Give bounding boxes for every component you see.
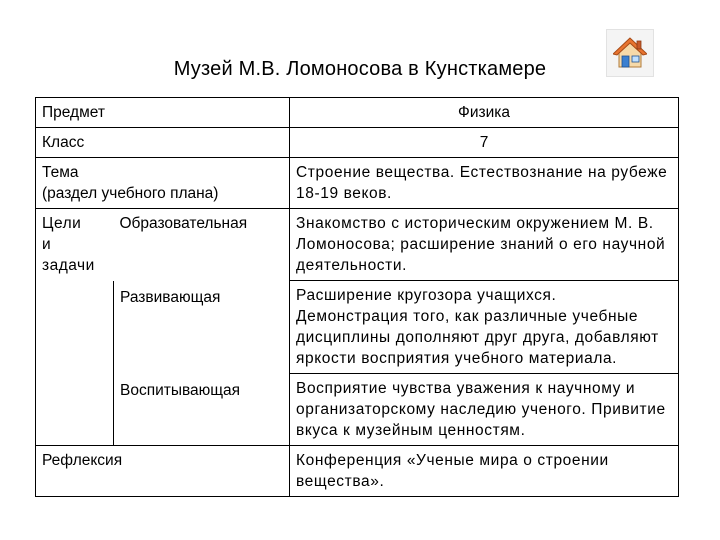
topic-label-sub: (раздел учебного плана): [42, 185, 219, 202]
table-row-topic: [36, 158, 679, 209]
table-row-reflection: [36, 446, 679, 497]
grade-label: Класс: [36, 128, 290, 158]
lesson-plan-table: [35, 97, 679, 497]
goals-label-line: Цели: [42, 215, 82, 232]
home-button[interactable]: [606, 29, 654, 77]
goal-text: Расширение кругозора учащихся. Демонстрация того, как различные учебные дисциплины дополняют друг друга, добавляют яркости восприятия учебного материала.: [290, 281, 679, 374]
table-row-goal: [36, 374, 679, 446]
goal-type: Развивающая: [114, 281, 290, 374]
goal-text: Восприятие чувства уважения к научному и организаторскому наследию ученого. Привитие вкуса к музейным ценностям.: [290, 374, 679, 446]
subject-value: Физика: [290, 98, 679, 128]
reflection-label: Рефлексия: [36, 446, 290, 497]
topic-label: Тема: [42, 164, 79, 181]
grade-value: 7: [290, 128, 679, 158]
topic-value: Строение вещества. Естествознание на рубеже 18-19 веков.: [290, 158, 679, 209]
home-icon: [613, 37, 647, 69]
goal-type: Воспитывающая: [114, 374, 290, 446]
table-row-subject: [36, 98, 679, 128]
goal-text: Знакомство с историческим окружением М. В. Ломоносова; расширение знаний о его научной деятельности.: [290, 209, 679, 281]
table-row-goal: [36, 281, 679, 374]
subject-label: Предмет: [36, 98, 290, 128]
goals-label-line: и: [42, 236, 52, 253]
topic-label-cell: [36, 158, 290, 209]
goal-type: Образовательная: [114, 209, 290, 281]
table-row-grade: [36, 128, 679, 158]
goals-label-cell: [36, 209, 114, 446]
page-title: Музей М.В. Ломоносова в Кунсткамере: [173, 58, 547, 80]
reflection-value: Конференция «Ученые мира о строении вещества».: [290, 446, 679, 497]
goals-label-line: задачи: [42, 257, 95, 274]
table-row-goal: [36, 209, 679, 281]
